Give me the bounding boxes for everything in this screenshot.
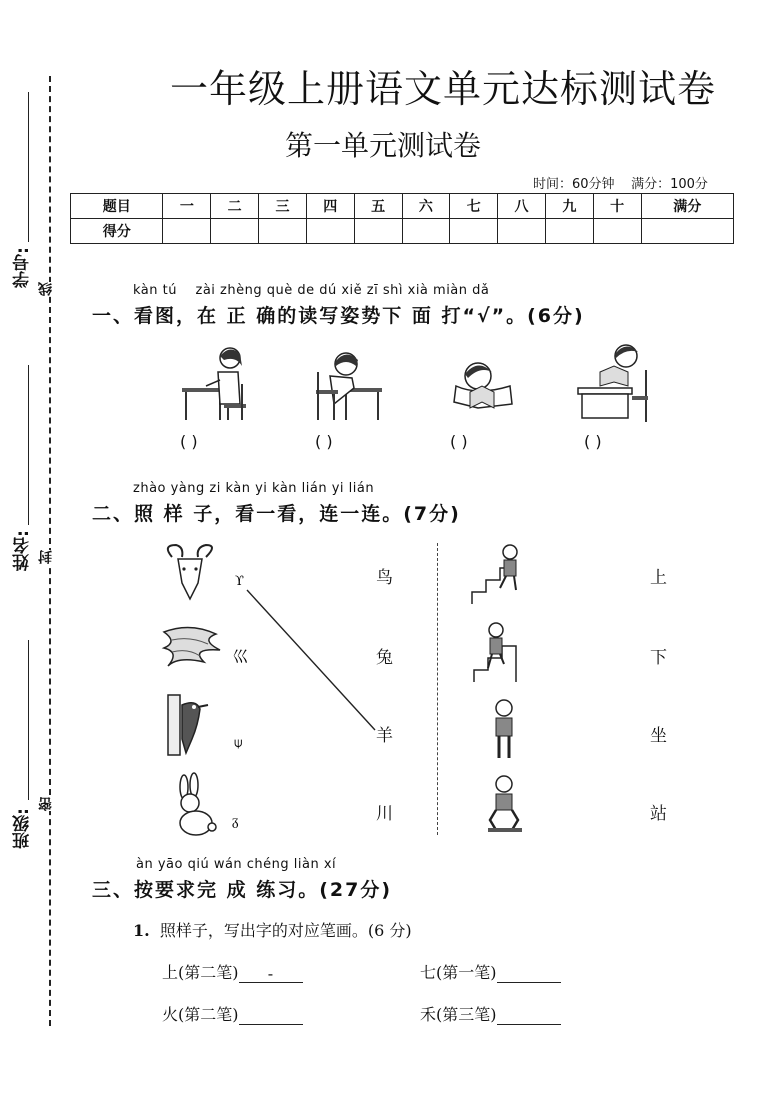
right-char-2[interactable]: 下 (650, 648, 667, 668)
exam-full-score: 满分：100分 (631, 177, 708, 192)
score-cell[interactable] (593, 219, 641, 244)
section1-pinyin-part: kàn tú (133, 283, 177, 298)
student-id-label: 学号: (13, 247, 33, 288)
boy-standing-icon (486, 774, 526, 834)
right-char-3[interactable]: 坐 (650, 726, 667, 746)
goat-icon (160, 543, 255, 605)
class-field[interactable] (28, 640, 29, 800)
right-char-1[interactable]: 上 (650, 568, 667, 588)
section1-pinyin-part: zài zhèng què de dú xiě zī shì xià miàn dǎ (195, 283, 490, 298)
section3-pinyin: àn yāo qiú wán chéng liàn xí (136, 857, 337, 872)
river-icon (160, 622, 255, 672)
boy-reading-lying-icon (448, 356, 514, 412)
boy-going-down-icon (472, 620, 532, 684)
left-char-4[interactable]: 川 (376, 804, 393, 824)
boy-bending-desk-icon (312, 348, 384, 422)
answer-blank-1[interactable]: ( ) (180, 432, 198, 451)
score-table-score-row (71, 219, 734, 244)
stroke-item-prompt: 火(第二笔) (162, 1005, 239, 1024)
stroke-item-1 (162, 960, 303, 983)
stroke-item-prompt: 上(第二笔) (162, 963, 239, 982)
score-header-cell: 二 (211, 194, 259, 219)
section2-title: 二、照 样 子，看一看，连一连。(7分) (92, 503, 461, 525)
score-header-cell: 九 (545, 194, 593, 219)
score-header-cell: 七 (450, 194, 498, 219)
question-1-number: 1. (133, 921, 150, 940)
page-title: 一年级上册语文单元达标测试卷 (170, 67, 717, 111)
class-label: 班级: (13, 808, 33, 849)
score-cell[interactable] (498, 219, 546, 244)
question-1-text: 照样子，写出字的对应笔画。(6 分) (159, 921, 412, 940)
girl-writing-desk-icon (180, 344, 250, 422)
score-cell[interactable] (402, 219, 450, 244)
section1-title: 一、看图，在 正 确的读写姿势下 面 打“√”。(6分) (92, 305, 585, 327)
question-1 (133, 918, 412, 941)
stroke-answer-field[interactable]: - (239, 964, 303, 983)
svg-text:ᵹ: ᵹ (232, 813, 239, 829)
section1-pinyin (133, 283, 489, 298)
section2-pinyin: zhào yàng zi kàn yi kàn lián yi lián (133, 481, 375, 496)
left-char-1[interactable]: 鸟 (376, 568, 393, 588)
score-header-cell: 题目 (71, 194, 163, 219)
left-char-3[interactable]: 羊 (376, 726, 393, 746)
name-field[interactable] (28, 365, 29, 525)
score-table-header-row (71, 194, 734, 219)
score-cell[interactable] (306, 219, 354, 244)
score-header-cell: 五 (354, 194, 402, 219)
score-header-cell: 一 (163, 194, 211, 219)
rabbit-icon (172, 775, 257, 837)
cut-word-seal: 封 (38, 550, 54, 564)
answer-blank-3[interactable]: ( ) (450, 432, 468, 451)
stroke-item-2 (420, 960, 561, 983)
stroke-answer-field[interactable] (239, 1006, 303, 1025)
stroke-item-4 (420, 1002, 561, 1025)
stroke-answer-field[interactable] (497, 964, 561, 983)
score-cell[interactable] (354, 219, 402, 244)
score-header-cell: 六 (402, 194, 450, 219)
score-cell[interactable] (641, 219, 733, 244)
score-header-cell: 四 (306, 194, 354, 219)
name-label: 姓名: (13, 530, 33, 571)
woodpecker-icon (162, 695, 257, 757)
exam-meta (533, 173, 708, 192)
score-cell[interactable] (545, 219, 593, 244)
score-cell[interactable] (163, 219, 211, 244)
score-header-cell: 八 (498, 194, 546, 219)
score-header-cell: 满分 (641, 194, 733, 219)
boy-sitting-icon (486, 698, 522, 760)
boy-reading-desk-icon (576, 342, 652, 424)
score-cell[interactable] (211, 219, 259, 244)
svg-text:巛: 巛 (232, 647, 249, 666)
stroke-answer-field[interactable] (497, 1006, 561, 1025)
boy-climbing-up-icon (470, 542, 530, 606)
student-id-field[interactable] (28, 92, 29, 242)
answer-blank-4[interactable]: ( ) (584, 432, 602, 451)
score-row-label: 得分 (71, 219, 163, 244)
svg-text:⍦: ⍦ (234, 735, 243, 751)
page-subtitle: 第一单元测试卷 (285, 129, 482, 162)
stroke-item-prompt: 七(第一笔) (420, 963, 497, 982)
stroke-item-prompt: 禾(第三笔) (420, 1005, 497, 1024)
stroke-item-3 (162, 1002, 303, 1025)
score-header-cell: 十 (593, 194, 641, 219)
svg-text:ϒ: ϒ (235, 574, 244, 589)
exam-time: 时间：60分钟 (533, 177, 615, 192)
left-char-2[interactable]: 兔 (376, 648, 393, 668)
answer-blank-2[interactable]: ( ) (315, 432, 333, 451)
score-cell[interactable] (450, 219, 498, 244)
cut-word-line: 线 (38, 282, 54, 296)
section3-title: 三、按要求完 成 练习。(27分) (92, 879, 393, 901)
right-char-4[interactable]: 站 (650, 804, 667, 824)
cut-word-secret: 密 (38, 797, 54, 811)
score-cell[interactable] (259, 219, 307, 244)
score-header-cell: 三 (259, 194, 307, 219)
example-connect-line (245, 588, 385, 738)
score-table (70, 193, 734, 244)
section2-divider (437, 543, 438, 835)
